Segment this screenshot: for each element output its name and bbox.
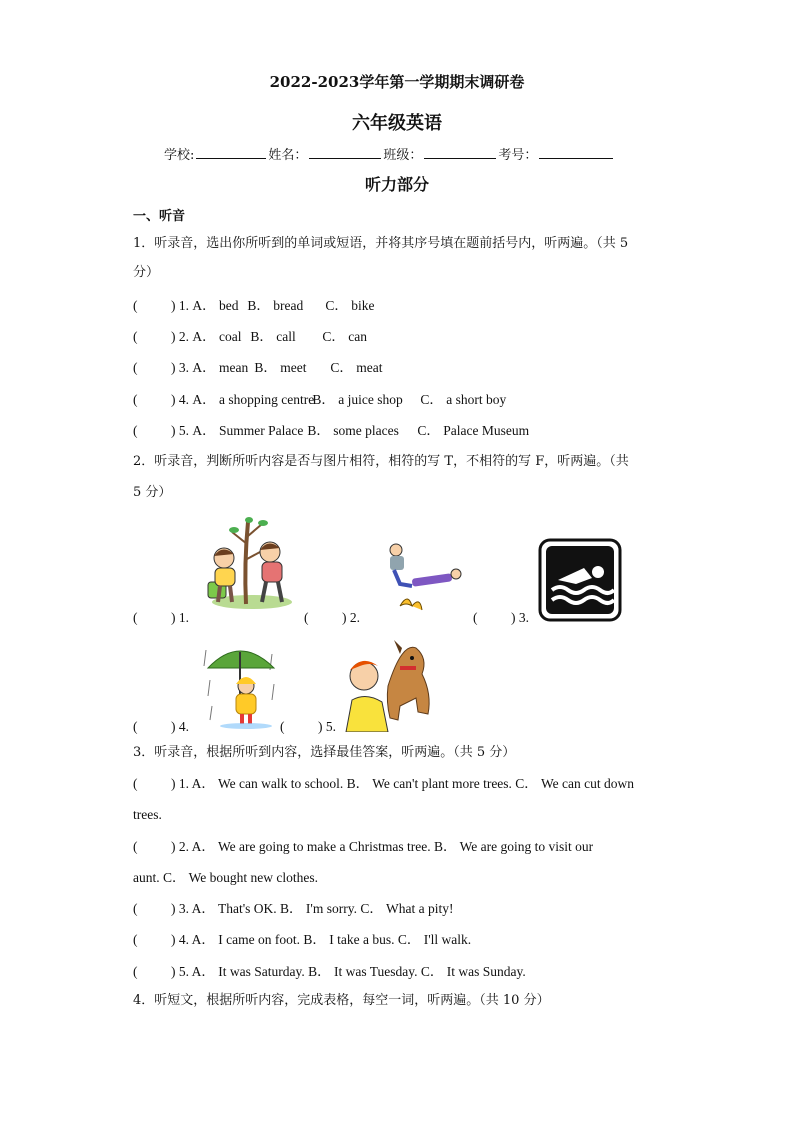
item-text: ) 4. A． I came on foot. B． I take a bus. C． I'll walk. — [171, 932, 472, 947]
item-number: ) 2. — [171, 329, 189, 344]
exam-number-blank[interactable] — [539, 146, 613, 159]
option-c: C． a short boy — [420, 392, 507, 407]
student-info-line — [164, 146, 615, 164]
answer-paren[interactable]: ( — [133, 901, 138, 916]
answer-paren[interactable]: ( — [133, 423, 138, 438]
name-blank[interactable] — [309, 146, 381, 159]
answer-paren[interactable]: ( — [133, 298, 138, 313]
answer-paren[interactable]: ( — [133, 719, 138, 734]
item-number: ) 1. — [171, 610, 189, 625]
exam-number-label: 考号： — [498, 148, 538, 163]
answer-paren[interactable]: ( — [280, 719, 285, 734]
option-c: C． bike — [325, 298, 375, 313]
option-b: B． call — [250, 329, 296, 344]
item-number: ) 2. — [342, 610, 360, 625]
option-c: C． can — [322, 329, 367, 344]
answer-paren[interactable]: ( — [133, 964, 138, 979]
option-a: A． coal — [192, 329, 242, 344]
q2-item-5 — [280, 719, 336, 735]
option-a: A． Summer Palace — [192, 423, 304, 438]
kids-planting-tree-picture — [200, 514, 305, 612]
q3-item-2-cont: aunt. C． We bought new clothes. — [133, 870, 319, 885]
q1-item-1 — [133, 298, 375, 314]
q3-item-2 — [133, 839, 593, 855]
item-number: ) 3. — [171, 360, 189, 375]
item-number: ) 4. — [171, 392, 189, 407]
part-heading: 一、听音 — [133, 209, 186, 224]
option-a: A． mean — [192, 360, 249, 375]
q1-instruction-line1: 1．听录音，选出你所听到的单词或短语，并将其序号填在题前括号内，听两遍。（共 5 — [133, 236, 629, 251]
item-number: ) 3. — [511, 610, 529, 625]
item-text: ) 1. A． We can walk to school. B． We can't plant more trees. C． We can cut down — [171, 776, 634, 791]
q3-item-3 — [133, 901, 453, 917]
section-title: 听力部分 — [364, 175, 429, 194]
class-label: 班级： — [383, 148, 423, 163]
option-b: B． a juice shop — [312, 392, 403, 407]
q1-item-2 — [133, 329, 367, 345]
option-b: B． meet — [254, 360, 307, 375]
q1-item-4 — [133, 392, 506, 408]
boy-slipping-banana-picture — [382, 540, 464, 620]
option-c: C． meat — [330, 360, 383, 375]
answer-paren[interactable]: ( — [133, 360, 138, 375]
q3-instruction: 3．听录音，根据所听到内容，选择最佳答案，听两遍。（共 5 分） — [133, 745, 516, 760]
answer-paren[interactable]: ( — [133, 932, 138, 947]
girl-umbrella-rain-picture — [200, 640, 280, 730]
q1-instruction-line2: 分） — [133, 265, 160, 280]
answer-paren[interactable]: ( — [473, 610, 478, 625]
q2-item-2 — [304, 610, 360, 626]
answer-paren[interactable]: ( — [133, 610, 138, 625]
q2-item-1 — [133, 610, 189, 626]
q3-item-4 — [133, 932, 471, 948]
item-number: ) 5. — [171, 423, 189, 438]
q2-instruction-line1: 2．听录音，判断所听内容是否与图片相符，相符的写 T，不相符的写 F，听两遍。（共 — [133, 454, 629, 469]
item-text: ) 5. A． It was Saturday. B． It was Tuesday. C． It was Sunday. — [171, 964, 526, 979]
answer-paren[interactable]: ( — [133, 392, 138, 407]
exam-title: 2022-2023学年第一学期期末调研卷 — [269, 73, 525, 91]
q3-item-1-cont: trees. — [133, 807, 162, 822]
item-number: ) 1. — [171, 298, 189, 313]
name-label: 姓名： — [268, 148, 308, 163]
answer-paren[interactable]: ( — [133, 839, 138, 854]
item-number: ) 4. — [171, 719, 189, 734]
school-label: 学校: — [164, 148, 195, 163]
q1-item-5 — [133, 423, 529, 439]
option-a: A． a shopping centre — [192, 392, 315, 407]
option-b: B． bread — [247, 298, 304, 313]
answer-paren[interactable]: ( — [304, 610, 309, 625]
answer-paren[interactable]: ( — [133, 329, 138, 344]
q3-item-5 — [133, 964, 526, 980]
swimming-sign-picture — [538, 538, 622, 622]
option-a: A． bed — [192, 298, 239, 313]
item-number: ) 5. — [318, 719, 336, 734]
q2-item-4 — [133, 719, 189, 735]
q3-item-1 — [133, 776, 634, 792]
q2-item-3 — [473, 610, 529, 626]
exam-subtitle: 六年级英语 — [352, 113, 442, 134]
item-text: ) 3. A． That's OK. B． I'm sorry. C． What a pity! — [171, 901, 454, 916]
school-blank[interactable] — [196, 146, 266, 159]
class-blank[interactable] — [424, 146, 496, 159]
answer-paren[interactable]: ( — [133, 776, 138, 791]
item-text: ) 2. A． We are going to make a Christmas tree. B． We are going to visit our — [171, 839, 594, 854]
q2-instruction-line2: 5 分） — [133, 485, 172, 500]
q4-instruction: 4．听短文，根据所听内容，完成表格，每空一词，听两遍。（共 10 分） — [133, 993, 550, 1008]
q1-item-3 — [133, 360, 383, 376]
option-c: C． Palace Museum — [417, 423, 530, 438]
option-b: B． some places — [307, 423, 399, 438]
man-hugging-dog-picture — [342, 636, 440, 732]
